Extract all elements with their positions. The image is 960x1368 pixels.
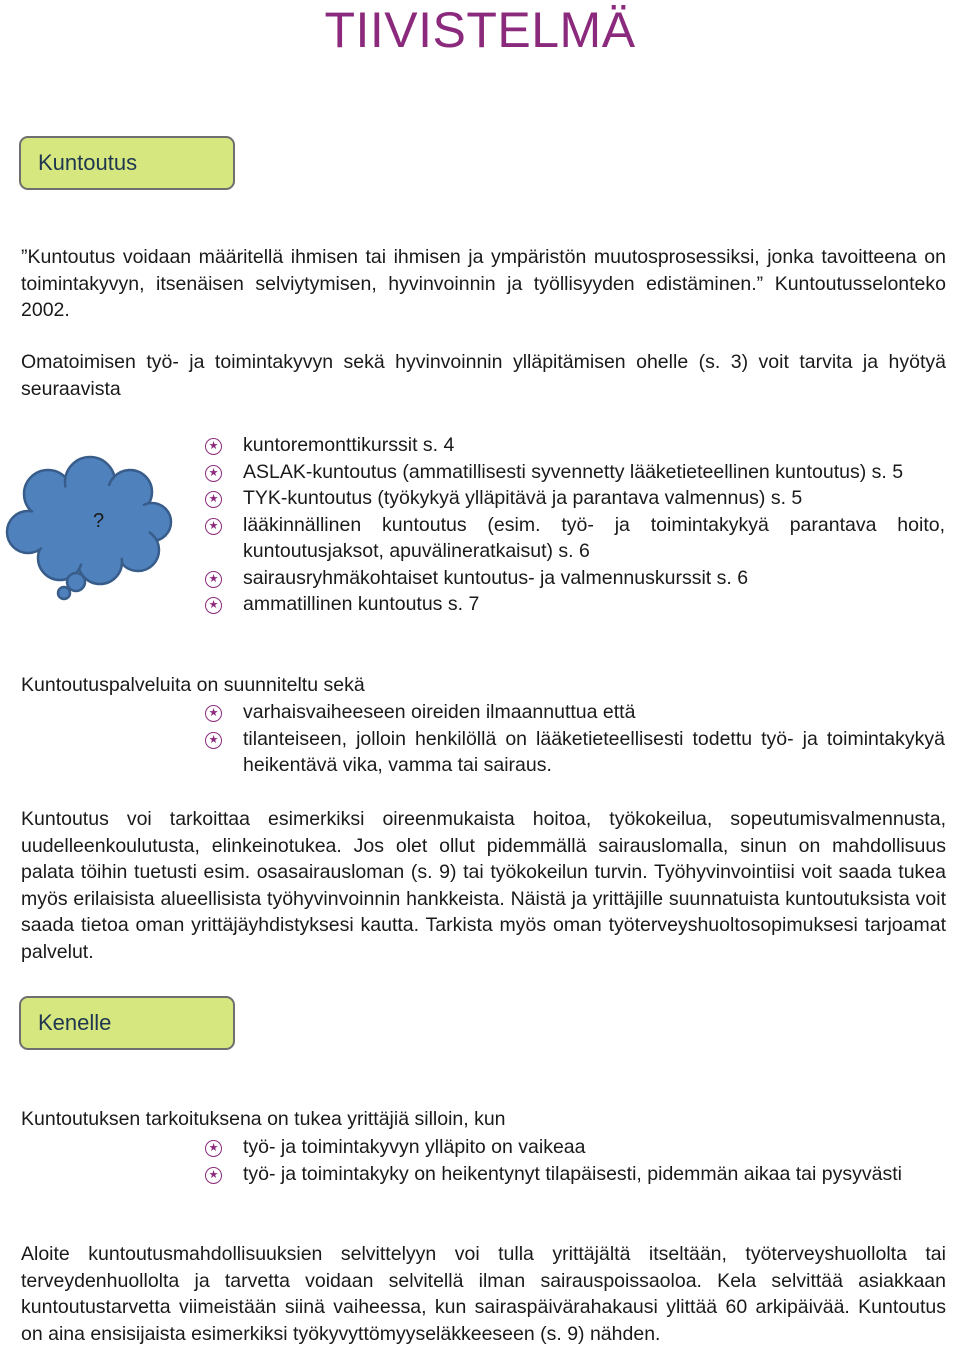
- star-bullet-icon: ★: [205, 518, 222, 535]
- list-item: ★ tilanteiseen, jolloin henkilöllä on lääketieteellisesti todettu työ- ja toimintakykyä heikentävä vika, vamma tai sairaus.: [205, 726, 945, 779]
- cloud-question-mark: ?: [93, 510, 105, 532]
- star-bullet-icon: ★: [205, 1167, 222, 1184]
- star-bullet-icon: ★: [205, 732, 222, 749]
- star-bullet-icon: ★: [205, 571, 222, 588]
- list-item: ★ kuntoremonttikurssit s. 4: [205, 432, 945, 459]
- options-lead-text: Omatoimisen työ- ja toimintakyvyn sekä hyvinvoinnin ylläpitämisen ohelle (s. 3) voit tarvita ja hyötyä seuraavista: [21, 351, 946, 400]
- list-item: ★ TYK-kuntoutus (työkykyä ylläpitävä ja parantava valmennus) s. 5: [205, 485, 945, 512]
- thought-cloud-icon: [4, 452, 176, 604]
- star-bullet-icon: ★: [205, 438, 222, 455]
- rehab-options-list: [205, 432, 945, 618]
- section-heading-kuntoutus: Kuntoutus: [19, 136, 235, 190]
- services-lead: Kuntoutuspalveluita on suunniteltu sekä: [21, 674, 365, 696]
- star-bullet-icon: ★: [205, 491, 222, 508]
- list-item: ★ lääkinnällinen kuntoutus (esim. työ- ja toimintakykyä parantava hoito, kuntoutusjaksot, apuvälineratkaisut) s. 6: [205, 512, 945, 565]
- star-bullet-icon: ★: [205, 705, 222, 722]
- definition-text: ”Kuntoutus voidaan määritellä ihmisen tai ihmisen ja ympäristön muutosprosessiksi, jonka tavoitteena on toimintakyvyn, itsenäisen selviytymisen, hyvinvoinnin ja työllisyyden edistäminen.” Kuntoutusselonteko 2002.: [21, 246, 946, 321]
- list-item: ★ työ- ja toimintakyky on heikentynyt tilapäisesti, pidemmän aikaa tai pysyvästi: [205, 1161, 945, 1188]
- services-list: [205, 699, 945, 779]
- list-item: ★ ammatillinen kuntoutus s. 7: [205, 591, 945, 618]
- list-item: ★ työ- ja toimintakyvyn ylläpito on vaikeaa: [205, 1134, 945, 1161]
- page-title: TIIVISTELMÄ: [324, 2, 636, 58]
- list-item: ★ sairausryhmäkohtaiset kuntoutus- ja valmennuskurssit s. 6: [205, 565, 945, 592]
- list-item: ★ ASLAK-kuntoutus (ammatillisesti syvennetty lääketieteellinen kuntoutus) s. 5: [205, 459, 945, 486]
- section-heading-kenelle: Kenelle: [19, 996, 235, 1050]
- kenelle-lead: Kuntoutuksen tarkoituksena on tukea yrittäjiä silloin, kun: [21, 1108, 506, 1130]
- body-paragraph: Kuntoutus voi tarkoittaa esimerkiksi oireenmukaista hoitoa, työkokeilua, sopeutumisvalmennusta, uudelleenkoulutusta, elinkeinotukea. Jos olet ollut pidemmällä sairauslomalla, sinun on mahdollisuus palata töihin tuetusti esim. osasairausloman (s. 9) tai työkokeilun turvin. Työhyvinvointiisi voit saada tukea myös erilaisista alueellisista työhyvinvoinnin hankkeista. Näistä ja yrittäjille suunnatuista kuntoutuksista voit saada tietoa oman yrittäjäyhdistyksesi kautta. Tarkista myös oman työterveyshuoltosopimuksesi tarjoamat palvelut.: [21, 808, 946, 963]
- star-bullet-icon: ★: [205, 465, 222, 482]
- closing-paragraph: Aloite kuntoutusmahdollisuuksien selvittelyyn voi tulla yrittäjältä itseltään, työterveyshuollolta tai terveydenhuollolta ja tarvetta voidaan selvitellä ilman sairauspoissaoloa. Kela selvittää asiakkaan kuntoutustarvetta viimeistään siinä vaiheessa, kun sairaspäivärahakausi ylittää 60 arkipäivää. Kuntoutus on aina ensisijaista esimerkiksi työkyvyttömyyseläkkeeseen (s. 9) nähden.: [21, 1243, 946, 1345]
- star-bullet-icon: ★: [205, 597, 222, 614]
- options-lead: [21, 349, 946, 402]
- list-item: ★ varhaisvaiheeseen oireiden ilmaannuttua että: [205, 699, 945, 726]
- star-bullet-icon: ★: [205, 1140, 222, 1157]
- kenelle-list: [205, 1134, 945, 1187]
- definition-quote: [21, 244, 946, 324]
